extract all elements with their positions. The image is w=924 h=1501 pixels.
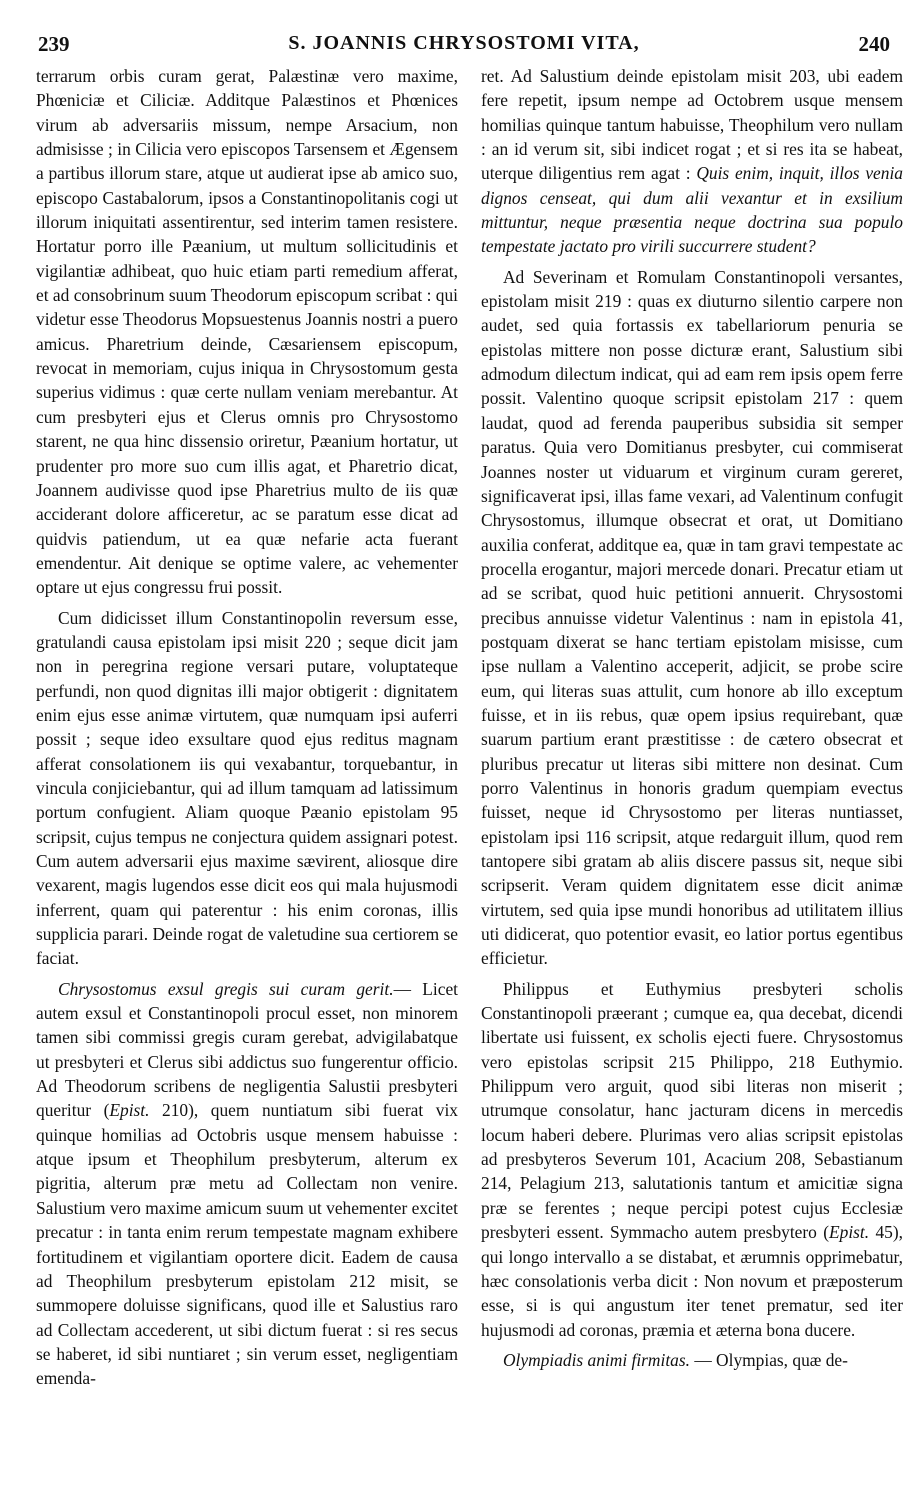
page-number-left: 239 <box>38 32 70 56</box>
left-paragraph-2: Cum didicisset illum Constantinopolin reversum esse, gratulandi causa epistolam ipsi misit 220 ; seque dicit jam non in peregrina regione versari putare, voluptateque perfundi, non quod dignitas illi major obtigerit : dignitatem enim ejus esse animæ virtutem, quæ numquam ipsi auferri possit ; seque ideo exsultare quod ejus reditus magnam afferat consolationem iis qui vexabantur, torquebantur, in vincula conjiciebantur, qui ad illum tamquam ad latissimum portum confugient. Aliam quoque Pæanio epistolam 95 scripsit, cujus tempus ne conjectura quidem assignari potest. Cum autem adversarii ejus maxime sævirent, aliosque dire vexarent, magis lugendos esse dicit eos qui mala hujusmodi inferrent, quam qui paterentur : his enim coronas, illis supplicia parari. Deinde rogat de valetudine sua certiorem se faciat. <box>36 607 458 969</box>
right-paragraph-4-text: — Olympias, quæ de- <box>689 1349 848 1370</box>
right-paragraph-2: Ad Severinam et Romulam Constantinopoli versantes, epistolam misit 219 : quas ex diuturno silentio carpere non audet, sed quia fortassis ex tabellariorum penuria se epistolas mittere non posse dicturæ erant, Salustium sibi admodum dilectum indicat, qui ad eam rem ipsis opem ferre possit. Valentino quoque scripsit epistolam 217 : quem laudat, quod ad ferenda pauperibus subsidia sit semper paratus. Quia vero Domitianus presbyter, cui commiserat Joannes noster ut viduarum et virginum curam gereret, significaverat ipsi, illas fame vexari, ad Valentinum confugit Chrysostomus, illumque obsecrat et orat, ut Domitiano auxilia conferat, additque ea, quæ in tam gravi tempestate ac procella erogantur, majori mercede donari. Precatur etiam ut ad se scribat, quod huic petitioni annuerit. Chrysostomi precibus annuisse videtur Valentinus : nam in epistola 41, postquam dixerat se hanc tertiam epistolam misisse, cum ipse nullam a Valentino acceperit, adjicit, se probe scire eum, qui literas suas attulit, cum honore ab illo exceptum fuisse, et in iis rebus, quæ opem ipsius requirebant, quæ suarum partium erant præstitisse : de cætero obsecrat et pluribus precatur ut literas sibi mittere non desinat. Cum porro Valentinus in honoris gradum quempiam evectus fuisset, neque id Chrysostomo per literas nuntiasset, epistolam ipsi 116 scripsit, atque redarguit illum, quod rem tantopere sibi gratam ab aliis discere passus sit, neque sibi scripserit. Veram quidem dignitatem esse dicit animæ virtutem, sed quia ipse mundi honoribus ad utilitatem illius uti didicerat, quo potentior evasit, eo latior portus egentibus efficietur. <box>481 266 903 969</box>
left-paragraph-3-text: Licet autem exsul et Constantinopoli procul esset, non minorem tamen sibi commissi gregis curam gerebat, advigilabatque ut presbyteri et Clerus sibi addictus suo fungerentur officio. Ad Theodorum scribens de negligentia Salustii presbyteri queritur ( <box>36 978 458 1121</box>
left-paragraph-3 <box>36 977 458 1391</box>
right-paragraph-4 <box>481 1348 903 1372</box>
epist-reference: Epist. <box>109 1100 150 1121</box>
running-title: S. JOANNIS CHRYSOSTOMI VITA, <box>288 32 640 54</box>
right-paragraph-1-quote: Quis enim, inquit, illos venia dignos censeat, qui dum alii vexantur et in exsilium mittuntur, neque præsentia neque doctrina sua populo tempestate jactato pro virili succurrere student? <box>481 163 903 257</box>
left-paragraph-1: terrarum orbis curam gerat, Palæstinæ vero maxime, Phœniciæ et Ciliciæ. Additque Palæstinos et Phœnices virum ab adversariis missum, nempe Arsacium, non admisisse ; in Cilicia vero episcopos Tarsensem et Ægensem a partibus illorum stare, atque ut audierat ipse ab amico suo, episcopo Castabalorum, ipsos a Constantinopolitanis cogi ut illorum iniquitati assentirentur, sed interim tamen resistere. Hortatur porro ille Pæanium, ut multum sollicitudinis et vigilantiæ adhibeat, quo huic etiam parti remedium afferat, et ad consobrinum suum Theodorum episcopum scribat : qui videtur esse Theodorus Mopsuestenus Joannis nostri a puero amicus. Pharetrium deinde, Cæsariensem episcopum, revocat in memoriam, cujus iniqua in Chrysostomum gesta superius vidimus : quæ certe nullam veniam merebantur. At cum presbyteri ejus et Clerus omnis pro Chrysostomo starent, ne qua hinc dissensio oriretur, Pæanium hortatur, ut prudenter pro more suo cum illis agat, et Pharetrio dicat, Joannem audivisse quod ipse Pharetrius multo de iis quæ acciderant dolore afficeretur, ac se paratum esse dicat ad quidvis patiendum, ut ea quæ nefarie acta fuerant emendentur. Ait denique se optime valere, ac vehementer optare ut ejus congressu frui possit. <box>36 66 458 598</box>
left-paragraph-3-text-2: 210), quem nuntiatum sibi fuerat vix quinque homilias ad Octobris usque mensem habuisse : atque ipsum et Theophilum presbyterum, alterum ex pigritia, alterum præ metu ad Collectam non venire. Salustium vero maxime amicum suum ut vehementer excitet precatur : in tanta enim rerum tempestate magnam exhibere fortitudinem et vigilantiam oportere dicit. Eadem de causa ad Theophilum presbyterum epistolam 212 misit, se summopere doluisse significans, quod ille et Salustius raro ad Collectam accederent, ut sibi dictum fuerat : si res secus se haberet, id sibi nuntiaret ; sin verum esset, negligentiam emenda- <box>36 1100 458 1389</box>
epist-reference-2: Epist. <box>829 1222 870 1243</box>
section-heading-exsul: Chrysostomus exsul gregis sui curam gerit. <box>58 978 394 999</box>
left-column <box>36 64 458 1391</box>
section-heading-olympias: Olympiadis animi firmitas. <box>503 1349 690 1370</box>
page-header <box>38 32 890 60</box>
right-paragraph-3-text-2: 45), qui longo intervallo a se distabat, et ærumnis opprimebatur, hæc consolationis verba dicit : Non novum et præposterum esse, si is qui angustum iter tenet prematur, sed iter hujusmodi ad coronas, præmia et æterna bona ducere. <box>481 1222 903 1340</box>
page-number-right: 240 <box>858 32 890 56</box>
right-paragraph-3 <box>481 977 903 1342</box>
heading-dash: — <box>393 978 423 999</box>
right-paragraph-1-text: ret. Ad Salustium deinde epistolam misit 203, ubi eadem fere repetit, ipsum nempe ad Octobrem usque mensem homilias quinque tantum habuisse, Theophilum vero nullam : an id verum sit, sibi indicet rogat ; et si res ita se habeat, uterque diligentius rem agat : <box>481 66 903 184</box>
right-column <box>481 64 903 1372</box>
right-paragraph-1 <box>481 64 903 259</box>
right-paragraph-3-text: Philippus et Euthymius presbyteri scholis Constantinopoli præerant ; cumque ea, qua decebat, dicendi libertate usi fuissent, ex scholis ejecti fuere. Chrysostomus vero epistolas scripsit 215 Philippo, 218 Euthymio. Philippum vero arguit, quod sibi literas non miserit ; utrumque consolatur, hanc jacturam dicens in mercedis locum haberi debere. Plurimas vero alias scripsit epistolas ad presbyteros Severum 101, Acacium 208, Sebastianum 214, Pelagium 213, salutationis tantum et amicitiæ signa præ se ferentes ; neque percipi potest cujus Ecclesiæ presbyteri essent. Symmacho autem presbytero ( <box>481 978 903 1243</box>
